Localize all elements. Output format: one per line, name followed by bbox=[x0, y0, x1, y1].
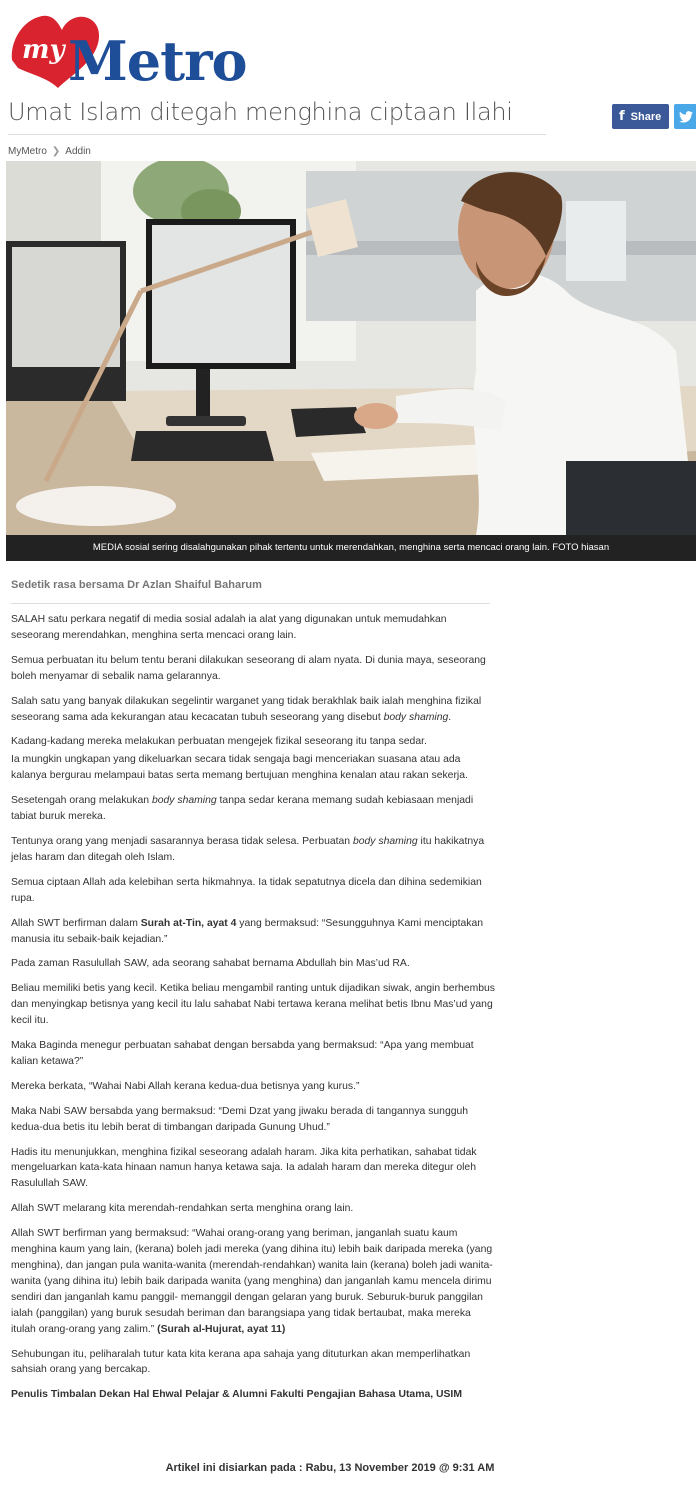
paragraph: Hadis itu menunjukkan, menghina fizikal seseorang adalah haram. Jika kita perhatikan, sahabat tidak mengeluarkan kata-kata hinaan namun hanya ketawa saja. Ia adalah haram dan mereka ditegur oleh Rasulullah SAW. bbox=[11, 1146, 477, 1190]
twitter-share-button[interactable] bbox=[674, 104, 696, 129]
paragraph: Beliau memiliki betis yang kecil. Ketika beliau mengambil ranting untuk dijadikan siwak, angin berhembus dan menyingkap betisnya yang kecil itu lalu sahabat Nabi tertawa kerana melihat betis Ibnu Mas’ud yang kecil itu. bbox=[11, 983, 495, 1027]
emphasis: body shaming bbox=[151, 795, 217, 807]
emphasis: body shaming bbox=[352, 835, 418, 847]
paragraph: Sesetengah orang melakukan body shaming tanpa sedar kerana memang sudah kebiasaan menjadi tabiat buruk mereka. bbox=[11, 795, 474, 823]
paragraph: Sehubungan itu, peliharalah tutur kata kita kerana apa sahaja yang dituturkan akan memperlihatkan sahsiah orang yang bercakap. bbox=[11, 1348, 471, 1376]
paragraph: SALAH satu perkara negatif di media sosial adalah ia alat yang digunakan untuk memudahkan seseorang merendahkan, menghina serta mencaci orang lain. bbox=[11, 614, 447, 641]
paragraph: Tentunya orang yang menjadi sasarannya berasa tidak selesa. Perbuatan body shaming itu hakikatnya jelas haram dan ditegah oleh Islam. bbox=[11, 835, 485, 863]
paragraph: Allah SWT melarang kita merendah-rendahkan serta menghina orang lain. bbox=[11, 1203, 354, 1215]
hero-image bbox=[6, 161, 696, 535]
paragraph: Maka Baginda menegur perbuatan sahabat dengan bersabda yang bermaksud: “Apa yang membuat kalian ketawa?” bbox=[11, 1040, 474, 1067]
paragraph: Semua ciptaan Allah ada kelebihan serta hikmahnya. Ia tidak sepatutnya dicela dan dihina sedemikian rupa. bbox=[11, 876, 482, 904]
paragraph: Mereka berkata, “Wahai Nabi Allah kerana kedua-dua betisnya yang kurus.” bbox=[11, 1080, 360, 1092]
svg-text:my: my bbox=[22, 35, 65, 65]
breadcrumb-section-link[interactable]: Addin bbox=[65, 146, 91, 157]
author-byline: Sedetik rasa bersama Dr Azlan Shaiful Baharum bbox=[11, 579, 490, 604]
logo-graphic bbox=[6, 8, 306, 88]
twitter-icon bbox=[679, 111, 693, 123]
paragraph: Allah SWT berfirman dalam Surah at-Tin, ayat 4 yang bermaksud: “Sesungguhnya Kami menciptakan manusia itu sebaik-baik kejadian.” bbox=[11, 917, 484, 945]
emphasis: body shaming bbox=[383, 711, 449, 723]
article-body bbox=[11, 612, 496, 1412]
facebook-share-label: Share bbox=[630, 110, 662, 123]
paragraph: Kadang-kadang mereka melakukan perbuatan mengejek fizikal seseorang itu tanpa sedar. bbox=[11, 736, 427, 748]
breadcrumb-home-link[interactable]: MyMetro bbox=[8, 146, 47, 157]
facebook-share-button[interactable] bbox=[612, 104, 669, 129]
facebook-icon: f bbox=[619, 109, 625, 124]
paragraph: Pada zaman Rasulullah SAW, ada seorang sahabat bernama Abdullah bin Mas’ud RA. bbox=[11, 958, 410, 970]
chevron-right-icon: ❯ bbox=[51, 146, 61, 157]
paragraph: Semua perbuatan itu belum tentu berani dilakukan seseorang di alam nyata. Di dunia maya, seseorang boleh menyamar di sebalik nama gelarannya. bbox=[11, 654, 486, 682]
author-note: Penulis Timbalan Dekan Hal Ehwal Pelajar & Alumni Fakulti Pengajian Bahasa Utama, USIM bbox=[11, 1389, 462, 1401]
svg-text:Metro: Metro bbox=[68, 29, 247, 88]
article-title: Umat Islam ditegah menghina ciptaan Ilahi bbox=[8, 98, 546, 135]
image-caption: MEDIA sosial sering disalahgunakan pihak tertentu untuk merendahkan, menghina serta mencaci orang lain. FOTO hiasan bbox=[6, 535, 696, 561]
breadcrumb bbox=[8, 146, 91, 157]
paragraph: Maka Nabi SAW bersabda yang bermaksud: “Demi Dzat yang jiwaku berada di tangannya sungguh kedua-dua betis itu lebih berat di timbangan daripada Gunung Uhud.” bbox=[11, 1105, 469, 1133]
paragraph: Allah SWT berfirman yang bermaksud: “Wahai orang-orang yang beriman, janganlah suatu kaum menghina kaum yang lain, (kerana) boleh jadi mereka (yang dihina itu) lebih baik daripada mereka (yang menghina), dan jangan pula wanita-wanita (merendah-rendahkan) wanita lain (kerana) boleh jadi wanita-wanita (yang dihina itu) lebih baik daripada wanita (yang menghina) dan janganlah kamu mencela dirimu sendiri dan janganlah kamu panggil- memanggil dengan gelaran yang buruk. Seburuk-buruk panggilan ialah (panggilan) yang buruk sesudah beriman dan barangsiapa yang tidak bertaubat, maka mereka itulah orang-orang yang zalim.” (Surah al-Hujurat, ayat 11) bbox=[11, 1228, 493, 1335]
paragraph: Salah satu yang banyak dilakukan segelintir warganet yang tidak berakhlak baik ialah menghina fizikal seseorang sama ada kekurangan atau kecacatan tubuh seseorang yang disebut body shaming. bbox=[11, 695, 482, 723]
paragraph: Ia mungkin ungkapan yang dikeluarkan secara tidak sengaja bagi menceriakan suasana atau ada kalanya bergurau melampaui batas serta memang bertujuan menghina kenalan atau rakan sekerja. bbox=[11, 754, 468, 782]
surah-reference: (Surah al-Hujurat, ayat 11) bbox=[157, 1323, 286, 1335]
mymetro-logo[interactable] bbox=[6, 8, 306, 88]
publish-date: Artikel ini disiarkan pada : Rabu, 13 November 2019 @ 9:31 AM bbox=[165, 1462, 495, 1474]
surah-reference: Surah at-Tin, ayat 4 bbox=[140, 917, 237, 929]
